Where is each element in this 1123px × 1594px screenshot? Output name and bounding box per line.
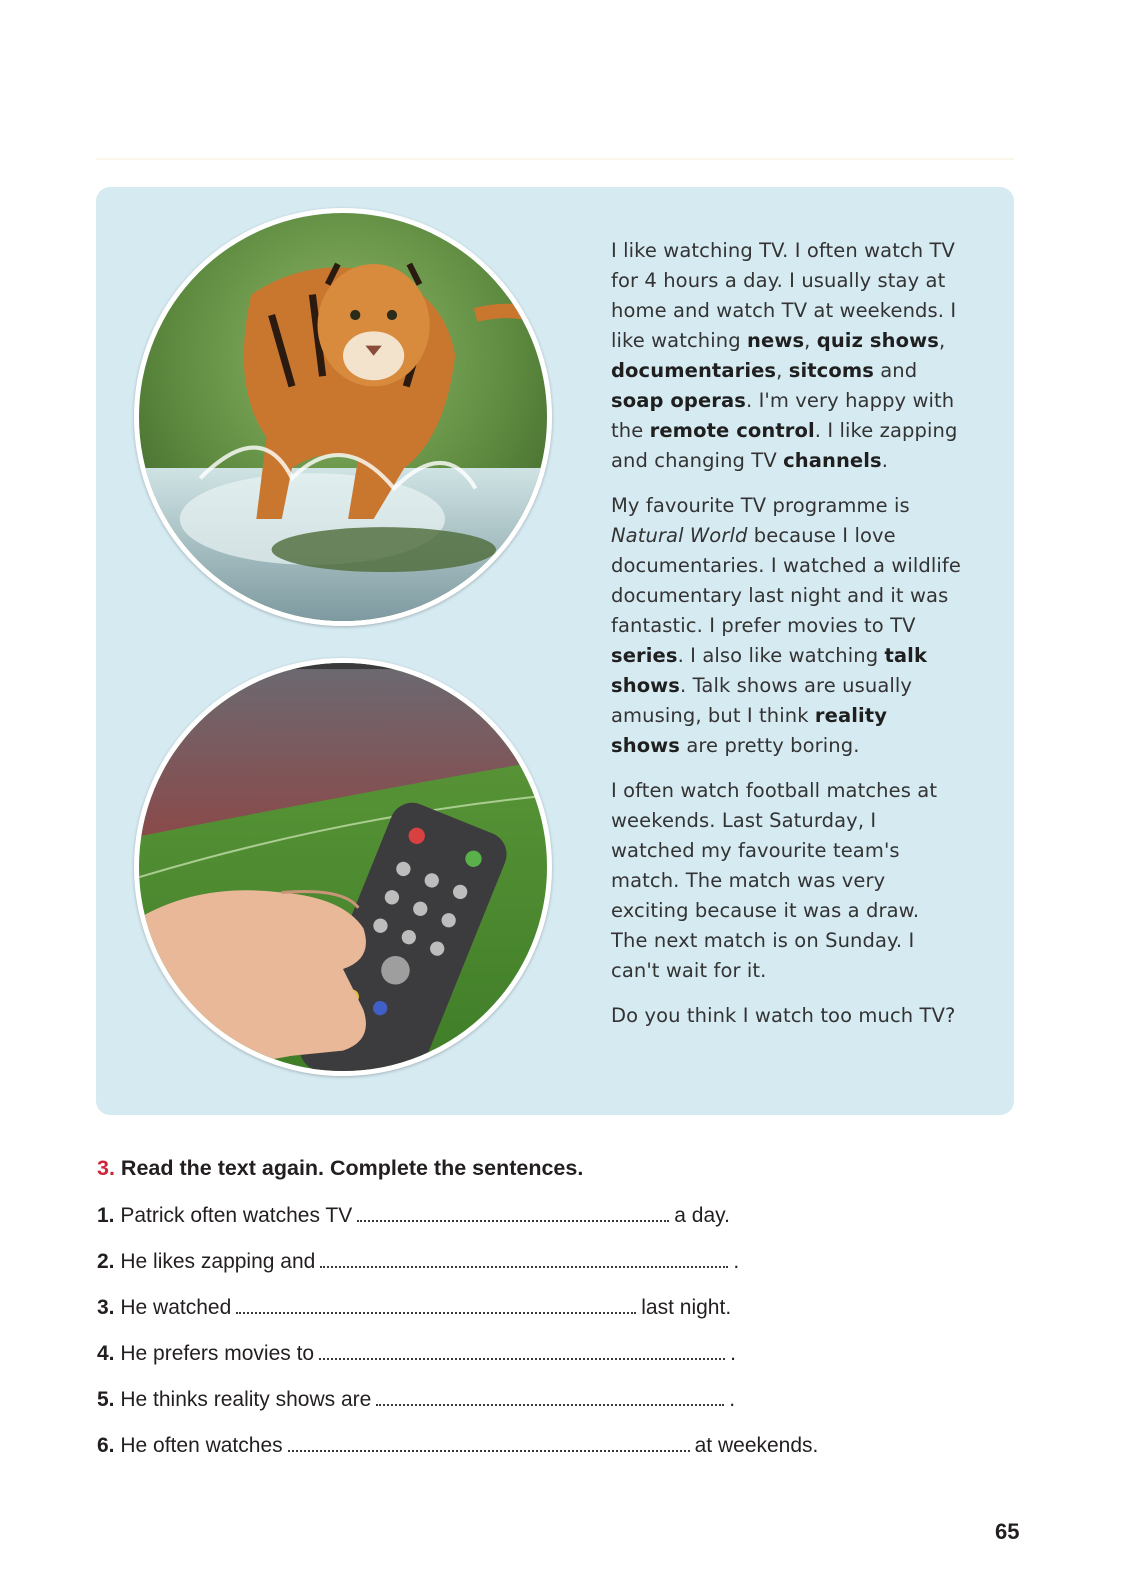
- story-text: and: [873, 359, 918, 382]
- item-text-before: He watched: [120, 1296, 232, 1319]
- exercise-instruction: Read the text again. Complete the sentences.: [120, 1156, 584, 1180]
- item-text-before: He prefers movies to: [120, 1342, 315, 1365]
- story-paragraph-1: [611, 236, 961, 476]
- answer-blank[interactable]: [320, 1265, 728, 1268]
- answer-blank[interactable]: [376, 1403, 724, 1406]
- item-number: 2.: [97, 1250, 115, 1273]
- story-text: I like watching TV. I often watch TV for 4 hours a day. I usually stay at home and watch TV at weekends. I like watching: [611, 239, 957, 352]
- item-text-before: He likes zapping and: [120, 1250, 316, 1273]
- story-paragraph-2: [611, 491, 961, 761]
- story-text: are pretty boring.: [680, 734, 860, 757]
- football-tv-photo: [134, 658, 552, 1076]
- story-text: ,: [938, 329, 946, 352]
- item-text-before: Patrick often watches TV: [120, 1204, 353, 1227]
- vocab-word: quiz shows: [816, 329, 939, 352]
- vocab-word: news: [747, 329, 805, 352]
- exercise-item-2: [97, 1249, 997, 1295]
- answer-blank[interactable]: [319, 1357, 725, 1360]
- story-paragraph-4: Do you think I watch too much TV?: [611, 1004, 956, 1027]
- vocab-word: channels: [783, 449, 882, 472]
- story-text: .: [881, 449, 889, 472]
- story-text: . I like zapping and changing TV: [611, 419, 958, 472]
- exercise-number: 3.: [97, 1156, 115, 1180]
- exercise-item-3: [97, 1295, 997, 1341]
- vocab-word: sitcoms: [788, 359, 874, 382]
- item-text-after: at weekends.: [694, 1434, 819, 1457]
- tiger-photo: [134, 208, 552, 626]
- vocab-word: reality shows: [611, 704, 888, 757]
- item-number: 3.: [97, 1296, 115, 1319]
- exercise-item-6: [97, 1433, 997, 1479]
- item-number: 1.: [97, 1204, 115, 1227]
- vocab-word: series: [611, 644, 678, 667]
- story-text: ,: [804, 329, 817, 352]
- item-text-after: .: [730, 1342, 736, 1365]
- exercise-heading: [97, 1156, 997, 1181]
- story-text: . Talk shows are usually amusing, but I think: [611, 674, 913, 727]
- page-number: 65: [995, 1519, 1020, 1544]
- vocab-word: remote control: [649, 419, 815, 442]
- story-text: ,: [776, 359, 789, 382]
- item-text-after: last night.: [641, 1296, 732, 1319]
- vocab-word: soap operas: [611, 389, 746, 412]
- programme-title: Natural World: [611, 524, 748, 547]
- item-text-before: He often watches: [120, 1434, 283, 1457]
- vocab-word: talk shows: [611, 644, 928, 697]
- story-text: . I also like watching: [677, 644, 885, 667]
- page-top-divider: [96, 158, 1014, 160]
- story-text: . I'm very happy with the: [611, 389, 955, 442]
- exercise-item-1: [97, 1203, 997, 1249]
- answer-blank[interactable]: [357, 1219, 669, 1222]
- item-text-after: a day.: [674, 1204, 730, 1227]
- item-number: 6.: [97, 1434, 115, 1457]
- vocab-word: documentaries: [611, 359, 777, 382]
- remote-control-illustration: [139, 663, 547, 1071]
- exercise-3: [97, 1156, 997, 1479]
- reading-text: [611, 236, 961, 1046]
- item-text-before: He thinks reality shows are: [120, 1388, 372, 1411]
- item-text-after: .: [729, 1388, 736, 1411]
- item-number: 4.: [97, 1342, 115, 1365]
- story-text: My favourite TV programme is: [611, 494, 910, 517]
- item-number: 5.: [97, 1388, 115, 1411]
- answer-blank[interactable]: [288, 1449, 690, 1452]
- item-text-after: .: [733, 1250, 740, 1273]
- tiger-illustration: [139, 213, 547, 621]
- answer-blank[interactable]: [236, 1311, 636, 1314]
- story-text: because I love documentaries. I watched a wildlife documentary last night and it was fantastic. I prefer movies to TV: [611, 524, 961, 637]
- exercise-item-5: [97, 1387, 997, 1433]
- exercise-item-4: [97, 1341, 997, 1387]
- story-paragraph-3: I often watch football matches at weekends. Last Saturday, I watched my favourite team's match. The match was very exciting because it was a draw. The next match is on Sunday. I can't wait for it.: [611, 779, 938, 982]
